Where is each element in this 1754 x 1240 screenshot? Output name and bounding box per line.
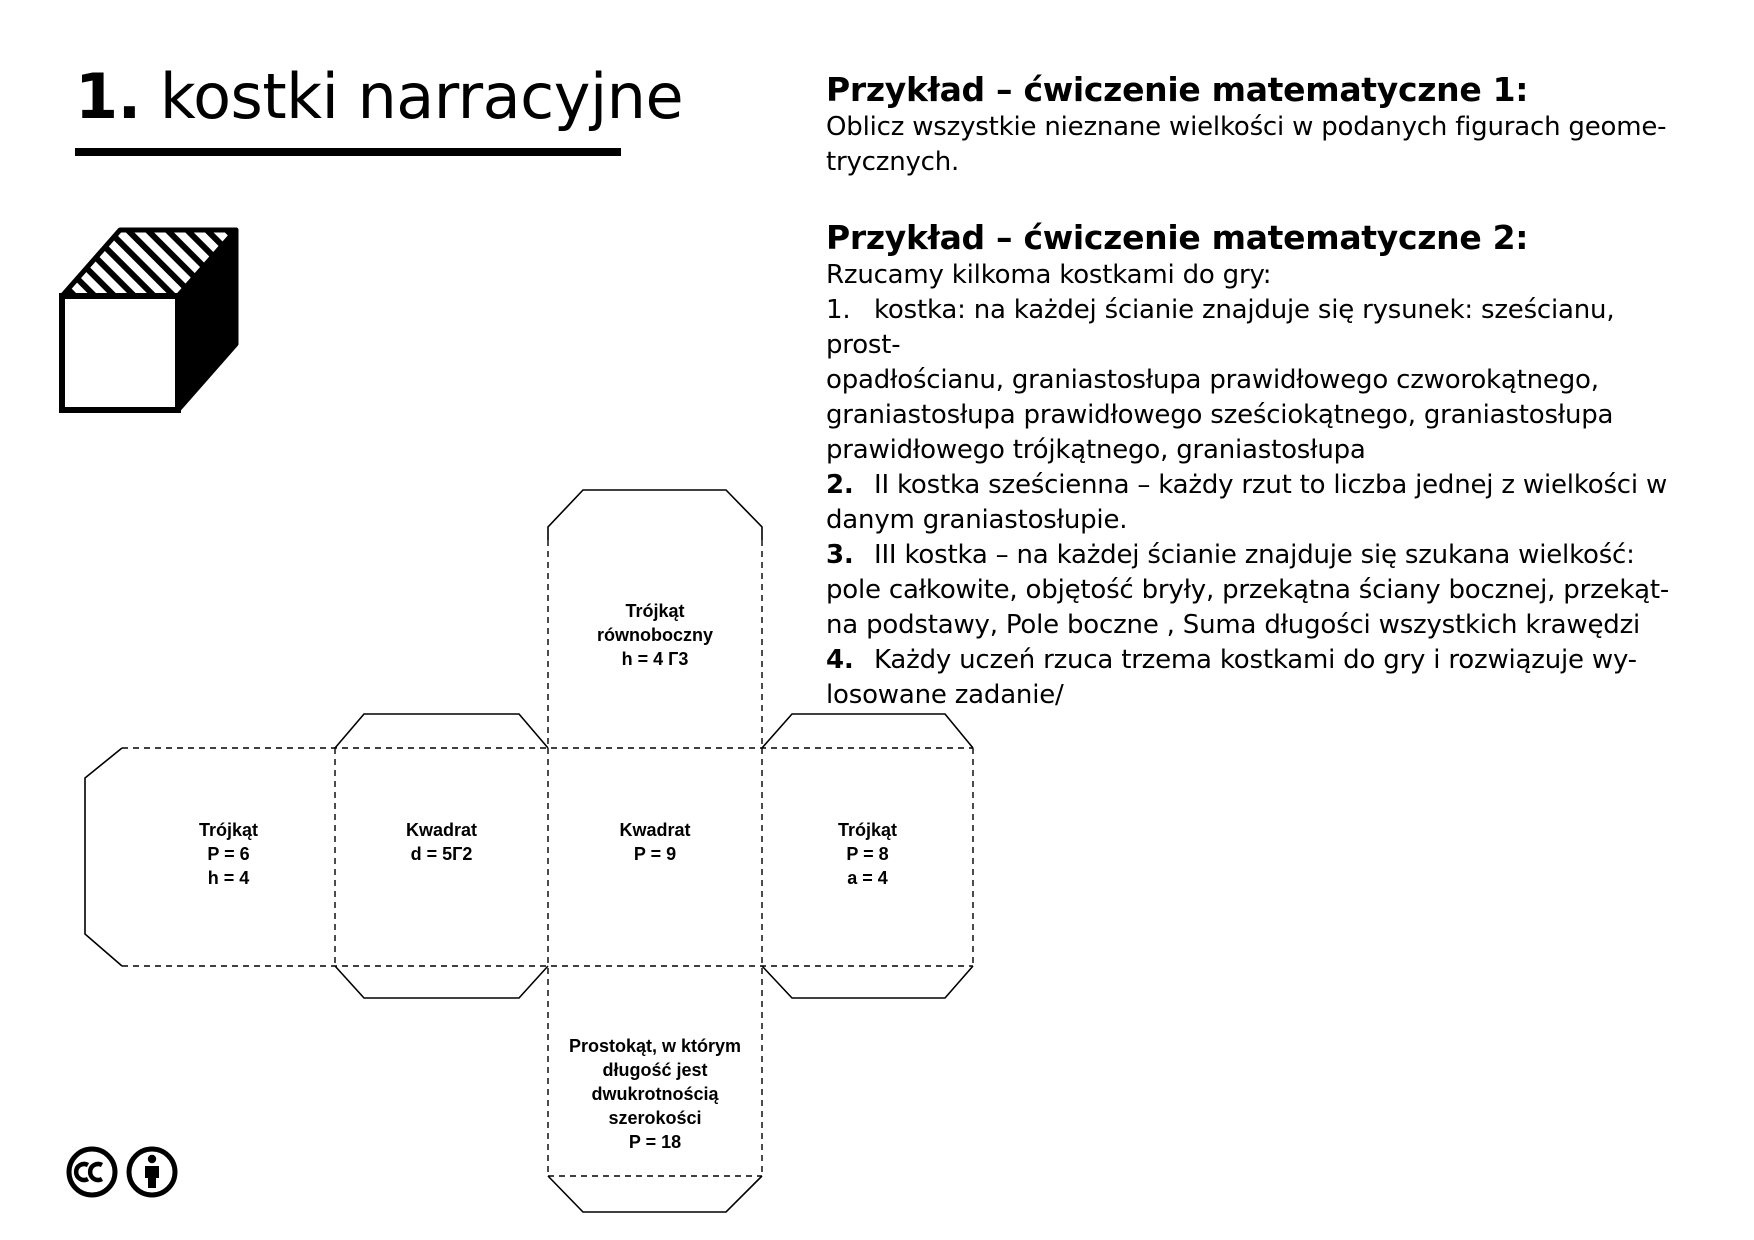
example-2-heading: Przykład – ćwiczenie matematyczne 2: bbox=[826, 218, 1529, 257]
net-outline-center-left-bottom bbox=[335, 966, 548, 998]
list-text: III kostka – na każdej ścianie znajduje się szukana wielkość: bbox=[874, 540, 1635, 570]
face-text: długość jest bbox=[602, 1060, 708, 1080]
face-text: Kwadrat bbox=[405, 820, 477, 840]
face-text: szerokości bbox=[608, 1108, 702, 1128]
face-text: równoboczny bbox=[597, 625, 713, 645]
example-1-heading: Przykład – ćwiczenie matematyczne 1: bbox=[826, 70, 1529, 109]
face-text: P = 8 bbox=[846, 844, 889, 864]
by-attribution-icon bbox=[129, 1149, 175, 1195]
net-outline-top bbox=[548, 490, 762, 540]
face-label-center bbox=[548, 818, 762, 866]
net-outline-right-bottom bbox=[762, 966, 973, 998]
net-outline-center-left-top bbox=[335, 714, 548, 748]
face-text: a = 4 bbox=[847, 868, 888, 888]
example-1-line: trycznych. bbox=[826, 147, 960, 177]
list-text: na podstawy, Pole boczne , Suma długości wszystkich krawędzi bbox=[826, 610, 1641, 640]
face-label-top bbox=[548, 599, 762, 671]
list-number: 4. bbox=[826, 645, 854, 675]
list-text: Każdy uczeń rzuca trzema kostkami do gry i rozwiązuje wy- bbox=[874, 645, 1637, 675]
face-label-left bbox=[122, 818, 335, 890]
face-text: Trójkąt bbox=[198, 820, 259, 840]
list-text: opadłościanu, graniastosłupa prawidłowego czworokątnego, bbox=[826, 365, 1599, 395]
face-text: P = 18 bbox=[628, 1132, 682, 1152]
list-number: 2. bbox=[826, 470, 854, 500]
license-badge bbox=[66, 1144, 186, 1200]
face-text: d = 5Г2 bbox=[410, 844, 473, 864]
face-text: h = 4 Г3 bbox=[621, 649, 689, 669]
list-number: 3. bbox=[826, 540, 854, 570]
example-1-line: Oblicz wszystkie nieznane wielkości w podanych figurach geome- bbox=[826, 112, 1667, 142]
list-text: prawidłowego trójkątnego, graniastosłupa bbox=[826, 435, 1366, 465]
cc-icon bbox=[69, 1149, 115, 1195]
face-label-bottom bbox=[548, 1034, 762, 1154]
example-2-intro: Rzucamy kilkoma kostkami do gry: bbox=[826, 260, 1272, 290]
list-text: pole całkowite, objętość bryły, przekątna ściany bocznej, przekąt- bbox=[826, 575, 1670, 605]
face-text: Kwadrat bbox=[619, 820, 691, 840]
list-text: II kostka sześcienna – każdy rzut to liczba jednej z wielkości w bbox=[874, 470, 1668, 500]
list-number: 1. bbox=[826, 295, 851, 325]
list-text: graniastosłupa prawidłowego sześciokątnego, graniastosłupa bbox=[826, 400, 1614, 430]
face-label-center-left bbox=[335, 818, 548, 866]
face-text: dwukrotnością bbox=[591, 1084, 719, 1104]
net-outline-bottom bbox=[548, 1176, 762, 1212]
list-text: danym graniastosłupie. bbox=[826, 505, 1128, 535]
face-text: Trójkąt bbox=[625, 601, 685, 621]
face-text: P = 6 bbox=[207, 844, 250, 864]
face-text: Prostokąt, w którym bbox=[568, 1036, 742, 1056]
net-outline-right-top bbox=[762, 714, 973, 748]
face-text: P = 9 bbox=[633, 844, 677, 864]
title-number: 1. bbox=[75, 60, 141, 133]
face-text: h = 4 bbox=[207, 868, 250, 888]
list-text: losowane zadanie/ bbox=[826, 680, 1064, 710]
net-outline-left bbox=[85, 748, 122, 966]
title-text: kostki narracyjne bbox=[159, 60, 684, 133]
face-text: Trójkąt bbox=[837, 820, 898, 840]
list-text: kostka: na każdej ścianie znajduje się rysunek: sześcianu, prost- bbox=[826, 295, 1615, 360]
face-label-right bbox=[762, 818, 973, 890]
